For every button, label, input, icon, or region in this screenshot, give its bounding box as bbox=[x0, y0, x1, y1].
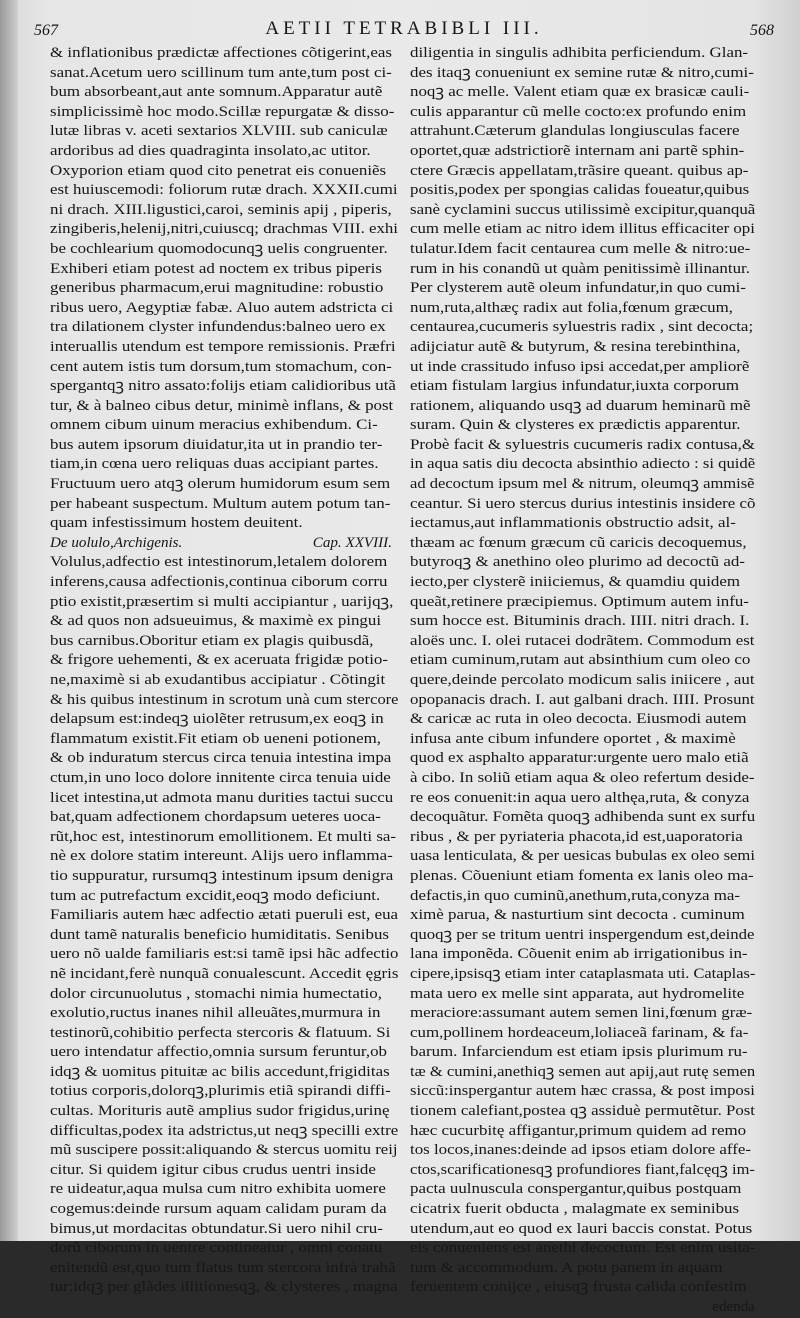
text-line: tulatur.Idem facit centaurea cum melle & nitro:ue- bbox=[410, 240, 751, 257]
text-line: testinorũ,cohibitio perfecta stercoris & flatuum. Si bbox=[50, 1024, 391, 1041]
text-line: rationem, aliquando usqꝫ ad duarum heminarũ mẽ bbox=[410, 397, 751, 414]
text-line: re eos conuenit:in aqua uero althęa,ruta, & conyza bbox=[410, 789, 750, 806]
text-line: idqꝫ & uomitus pituitæ ac bilis accedunt,frigiditas bbox=[50, 1063, 390, 1080]
text-line: positis,podex per spongias calidas foueatur,quibus bbox=[410, 182, 750, 199]
chapter-title: De uolulo,Archigenis. bbox=[50, 534, 183, 551]
text-line: quam infestissimum hostem deuitent. bbox=[50, 515, 303, 532]
text-line: siccũ:inspergantur autem hæc crassa, & post imposi bbox=[410, 1083, 755, 1100]
text-line: attrahunt.Cæterum glandulas longiusculas facere bbox=[410, 123, 740, 140]
text-line: lana imponẽda. Cõuenit enim ab irrigationibus in- bbox=[410, 946, 748, 963]
text-line: diligentia in singulis adhibita perficiendum. Glan- bbox=[410, 45, 749, 61]
text-line: ceantur. Si uero stercus durius intestinis insidere cõ bbox=[410, 495, 756, 512]
text-line: Volulus,adfectio est intestinorum,letalem dolorem bbox=[50, 554, 388, 571]
text-line: suram. Quin & clysteres ex prædictis apparentur. bbox=[410, 417, 741, 434]
text-line: utendum,aut eo quod ex lauri baccis constat. Potus bbox=[410, 1220, 753, 1237]
text-line: citur. Si quidem igitur cibus crudus uentri inside bbox=[50, 1161, 376, 1178]
text-line: Fructuum uero atqꝫ olerum humidorum esum sem bbox=[50, 476, 391, 493]
page-number-right: 568 bbox=[750, 22, 774, 39]
text-line: zingiberis,helenij,nitri,cuiuscq; drachmas VIII. exhi bbox=[50, 221, 398, 238]
text-line: difficultas,podex ita adstrictus,ut neqꝫ specilli extre bbox=[50, 1122, 399, 1139]
text-line: ni drach. XIII.ligustici,caroi, seminis apij , piperis, bbox=[50, 201, 392, 218]
text-line: bus autem ipsorum diuidatur,ita ut in prandio ter- bbox=[50, 436, 383, 453]
text-line: est huiuscemodi: foliorum rutæ drach. XXXII.cumi bbox=[50, 182, 398, 199]
text-line: & his quibus intestinum in scrotum unà cum stercore bbox=[50, 691, 399, 708]
chapter-number: Cap. XXVIII. bbox=[312, 534, 392, 551]
text-line: bus carnibus.Oboritur etiam ex plagis quibusdã, bbox=[50, 632, 374, 649]
text-line: à cibo. In soliũ etiam aqua & oleo refertum deside- bbox=[410, 769, 755, 786]
text-line: infusa ante cibum infundere oportet , & maximè bbox=[410, 730, 736, 747]
text-line: tur, & à balneo cibus detur, minimè inflans, & post bbox=[50, 397, 394, 414]
text-line: plenas. Cõueniunt etiam fomenta ex lanis oleo ma- bbox=[410, 867, 754, 884]
text-line: ptio existit,præsertim si multi accipiantur , uarijqꝫ, bbox=[50, 593, 394, 610]
text-line: cum melle etiam ac nitro idem illitus efficaciter opi bbox=[410, 221, 755, 238]
text-line: totius corporis,dolorqꝫ,plurimis etiã spirandi diffi- bbox=[50, 1083, 391, 1100]
text-line: meraciore:assumant autem semen lini,fœnum græ- bbox=[410, 1005, 753, 1022]
text-line: dorũ ciborum in uentre contineatur , omni conatu bbox=[50, 1240, 383, 1257]
text-line: flammatum existit.Fit etiam ob ueneni potionem, bbox=[50, 730, 382, 747]
text-line: Exhiberi etiam potest ad noctem ex tribus piperis bbox=[50, 260, 382, 277]
text-line: tæ & cumini,anethiqꝫ semen aut apij,aut rutę semen bbox=[410, 1063, 756, 1080]
running-title: AETII TETRABIBLI III. bbox=[265, 18, 543, 39]
text-line: omnem cibum uinum meracius exhibendum. Ci- bbox=[50, 417, 378, 434]
binding-gutter bbox=[0, 0, 18, 1241]
text-line: interuallis utendum est tempore remissionis. Præfri bbox=[50, 338, 396, 355]
text-line: cipere,ipsisqꝫ etiam inter cataplasmata uti. Cataplas- bbox=[410, 965, 756, 982]
text-line: enitendũ est,quo tum flatus tum stercora infrà trahã bbox=[50, 1259, 396, 1276]
text-line: uasa lenticulata, & per uesicas bubulas ex oleo semi bbox=[410, 848, 755, 865]
text-line: in aqua satis diu decocta absinthio adiecto : si quidẽ bbox=[410, 456, 756, 473]
text-line: uero intendatur affectio,omnia sursum feruntur,ob bbox=[50, 1044, 388, 1061]
text-line: mata uero ex melle sint apparata, aut hydromelite bbox=[410, 985, 745, 1002]
text-line: butyroqꝫ & anethino oleo plurimo ad decoctũ ad- bbox=[410, 554, 745, 571]
text-line: licet intestina,ut admota manu durities tactui succu bbox=[50, 789, 394, 806]
text-line: quod ex asphalto apparatur:urgente uero malo etiã bbox=[410, 750, 749, 767]
text-line: exolutio,ructus inanes nihil alleuãtes,murmura in bbox=[50, 1005, 381, 1022]
text-line: Per clysterem autẽ oleum infundatur,in quo cumi- bbox=[410, 280, 746, 297]
text-line: eis conueniens est anethi decoctum. Est enim usita- bbox=[410, 1240, 756, 1257]
catchword: edenda bbox=[712, 1299, 755, 1315]
text-line: defactis,in quo cuminũ,anethum,ruta,conyza ma- bbox=[410, 887, 741, 904]
text-line: ximè parua, & nasturtium sint decocta . cuminum bbox=[410, 907, 745, 924]
text-line: sanè cyclamini succus utilissimè excipitur,quanquã bbox=[410, 201, 756, 218]
text-line: nè ex dolore statim intereunt. Alijs uero inflamma- bbox=[50, 848, 393, 865]
running-header bbox=[34, 18, 774, 42]
text-line: sum hocce est. Bituminis drach. IIII. nitri drach. I. bbox=[410, 613, 750, 630]
chapter-heading bbox=[50, 534, 398, 554]
text-line: decoquãtur. Fomẽta quoqꝫ adhibenda sunt ex surfu bbox=[410, 809, 756, 826]
text-line: rũt,hoc est, intestinorum emollitionem. Et multi sa- bbox=[50, 828, 397, 845]
text-line: ribus , & per pyriateria phacota,id est,uaporatoria bbox=[410, 828, 743, 845]
left-column bbox=[50, 44, 398, 1298]
text-line: tionem calefiant,postea qꝫ assiduè permutẽtur. Post bbox=[410, 1103, 755, 1120]
text-line: culis apparantur cũ melle coctο:ex profundo enim bbox=[410, 103, 747, 120]
text-line: des itaqꝫ conueniunt ex semine rutæ & nitro,cumi- bbox=[410, 64, 754, 81]
text-line: feruentem conijce , eiusqꝫ frusta calida confestim bbox=[410, 1279, 747, 1296]
text-line: Probè facit & syluestris cucumeris radix contusa,& bbox=[410, 436, 756, 453]
text-line: rum in his conandũ ut quàm penitissimè illinantur. bbox=[410, 260, 750, 277]
text-line: num,ruta,althæç radix aut folia,fœnum græcum, bbox=[410, 299, 733, 316]
text-line: generibus pharmacum,erui magnitudine: robustio bbox=[50, 280, 384, 297]
text-line: Oxyporion etiam quod cito penetrat eis conueniẽs bbox=[50, 162, 387, 179]
text-line: tur:idqꝫ per glãdes illitionesqꝫ, & clysteres , magna bbox=[50, 1279, 398, 1296]
text-line: mũ suscipere possit:aliquando & stercus uomitu reij bbox=[50, 1142, 398, 1159]
text-line: ribus uero, Aegyptiæ fabæ. Aluo autem adstricta ci bbox=[50, 299, 394, 316]
text-line: opopanacis drach. I. aut galbani drach. IIII. Prosunt bbox=[410, 691, 755, 708]
text-line: delapsum est:indeqꝫ uiolẽter retrusum,ex eoqꝫ in bbox=[50, 711, 384, 728]
text-line: tum & accommodum. A potu panem in aquam bbox=[410, 1259, 723, 1276]
text-line: sanat.Acetum uero scillinum tum ante,tum post ci- bbox=[50, 64, 392, 81]
text-line: tos locos,inanes:deinde ad ipsos etiam dolore affe- bbox=[410, 1142, 751, 1159]
page-number-left: 567 bbox=[34, 22, 58, 39]
text-line: re uideatur,aqua mulsa cum nitro exhibita uomere bbox=[50, 1181, 386, 1198]
text-line: nẽ incidant,ferè nunquã conualescunt. Accedit ęgris bbox=[50, 965, 399, 982]
text-line: & inflationibus prædictæ affectiones cõtigerint,eas bbox=[50, 45, 392, 61]
text-line: quere,deinde percolato modicum salis iniicere , aut bbox=[410, 672, 755, 688]
text-line: thæam ac fœnum græcum cũ caricis decoquemus, bbox=[410, 534, 747, 551]
text-line: & frigore uehementi, & ex aceruata frigidæ potio- bbox=[50, 652, 388, 669]
text-line: tio suppuratur, rursumqꝫ intestinum ipsum denigra bbox=[50, 867, 394, 884]
text-line: per habeant suspectum. Multum autem potum tan- bbox=[50, 495, 391, 512]
text-line: quoqꝫ per se tritum uentri inspergendum est,deinde bbox=[410, 926, 755, 943]
text-line: ad decoctum ipsum mel & nitrum, oleumqꝫ ammisẽ bbox=[410, 476, 755, 493]
text-line: iecto,per clysterẽ iniiciemus, & quamdiu quidem bbox=[410, 574, 741, 591]
text-line: cultas. Morituris autẽ amplius sudor frigidus,urinę bbox=[50, 1103, 390, 1120]
text-line: aloës unc. I. olei rutacei dodrãtem. Commodum est bbox=[410, 632, 755, 649]
text-line: tra dilationem clyster infundendus:balneo uero ex bbox=[50, 319, 386, 336]
text-line: etiam cuminum,rutam aut absinthium cum oleo co bbox=[410, 652, 751, 669]
text-line: & caricæ ac ruta in oleo decocta. Eiusmodi autem bbox=[410, 711, 747, 728]
text-line: noqꝫ ac melle. Valent etiam quæ ex brasicæ cauli- bbox=[410, 84, 750, 101]
text-line: bimus,ut mordacitas obtundatur.Si uero nihil cru- bbox=[50, 1220, 383, 1237]
text-line: ardoribus ad dies quadraginta insolato,ac utitor. bbox=[50, 142, 371, 159]
text-line: centaurea,cucumeris syluestris radix , sint decocta; bbox=[410, 319, 754, 336]
text-line: be cochlearium quomodocunqꝫ uelis congruenter. bbox=[50, 240, 388, 257]
text-line: Familiaris autem hæc adfectio ætati pueruli est, eua bbox=[50, 907, 399, 924]
text-line: uero nõ ualde familiaris est:si tamẽ ipsi hãc adfectio bbox=[50, 946, 399, 963]
text-line: etiam fistulam largius infundatur,iuxta corporum bbox=[410, 378, 740, 395]
text-line: barum. Infarciendum est etiam ipsis plurimum ru- bbox=[410, 1044, 748, 1061]
text-line: dunt tamẽ naturalis beneficio humiditatis. Senibus bbox=[50, 926, 389, 943]
text-line: queãt,retinere præcipiemus. Optimum autem infu- bbox=[410, 593, 749, 610]
text-line: ut inde crassitudo infuso ipsi accedat,per ampliorẽ bbox=[410, 358, 750, 375]
text-line: bat,quam adfectionem chordapsum ueteres uoca- bbox=[50, 809, 381, 826]
text-line: cicatrix fuerit obducta , malagmate ex seminibus bbox=[410, 1201, 740, 1218]
text-line: hæc cucurbitę affigantur,primum quidem ad remo bbox=[410, 1122, 747, 1139]
text-line: cum,pollinem hordeaceum,loliaceã farinam, & fa- bbox=[410, 1024, 749, 1041]
text-line: dolor circunuolutus , stomachi nimia humectatio, bbox=[50, 985, 382, 1002]
text-line: lutæ libras v. aceti sextarios XLVIII. sub caniculæ bbox=[50, 123, 388, 140]
text-line: ne,maximè si ab exudantibus accipiatur . Cõtingit bbox=[50, 672, 386, 688]
text-line: ctere Græcis appellatam,trãsire queant. quibus ap- bbox=[410, 162, 749, 179]
text-line: & ad quos non adsueuimus, & maximè ex pingui bbox=[50, 613, 382, 630]
text-line: pacta uulnuscula conspergantur,quibus postquam bbox=[410, 1181, 742, 1198]
right-column bbox=[410, 44, 755, 1318]
text-line: inferens,causa adfectionis,continua ciborum corru bbox=[50, 574, 388, 591]
text-line: spergantqꝫ nitro assato:folijs etiam calidioribus utã bbox=[50, 378, 396, 395]
text-line: cent autem istis tum dorsum,tum stomachum, con- bbox=[50, 358, 392, 375]
text-line: tiam,in cœna uero reliquas duas accipiant partes. bbox=[50, 456, 379, 473]
text-line: ctum,in uno loco dolore innitente circa tenuia uide bbox=[50, 769, 391, 786]
text-line: iectamus,aut inflammationis obstructio adsit, al- bbox=[410, 515, 736, 532]
text-line: ctos,scarificationesqꝫ profundiores fiant,falcęqꝫ im- bbox=[410, 1161, 755, 1178]
text-line: & ob induratum stercus circa tenuia intestina impa bbox=[50, 750, 392, 767]
text-line: simplicissimè hoc modo.Scillæ repurgatæ & disso- bbox=[50, 103, 395, 120]
text-line: cogemus:deinde rursum aquam calidam puram da bbox=[50, 1201, 387, 1218]
text-line: bum absorbeant,aut ante somnum.Apparatur autẽ bbox=[50, 84, 383, 101]
text-line: tum ac putrefactum excidit,eoqꝫ modo deficiunt. bbox=[50, 887, 381, 904]
text-line: oportet,quæ adstrictiorẽ internam ani partẽ sphin- bbox=[410, 142, 745, 159]
text-line: adijciatur autẽ & butyrum, & resina terebinthina, bbox=[410, 338, 741, 355]
